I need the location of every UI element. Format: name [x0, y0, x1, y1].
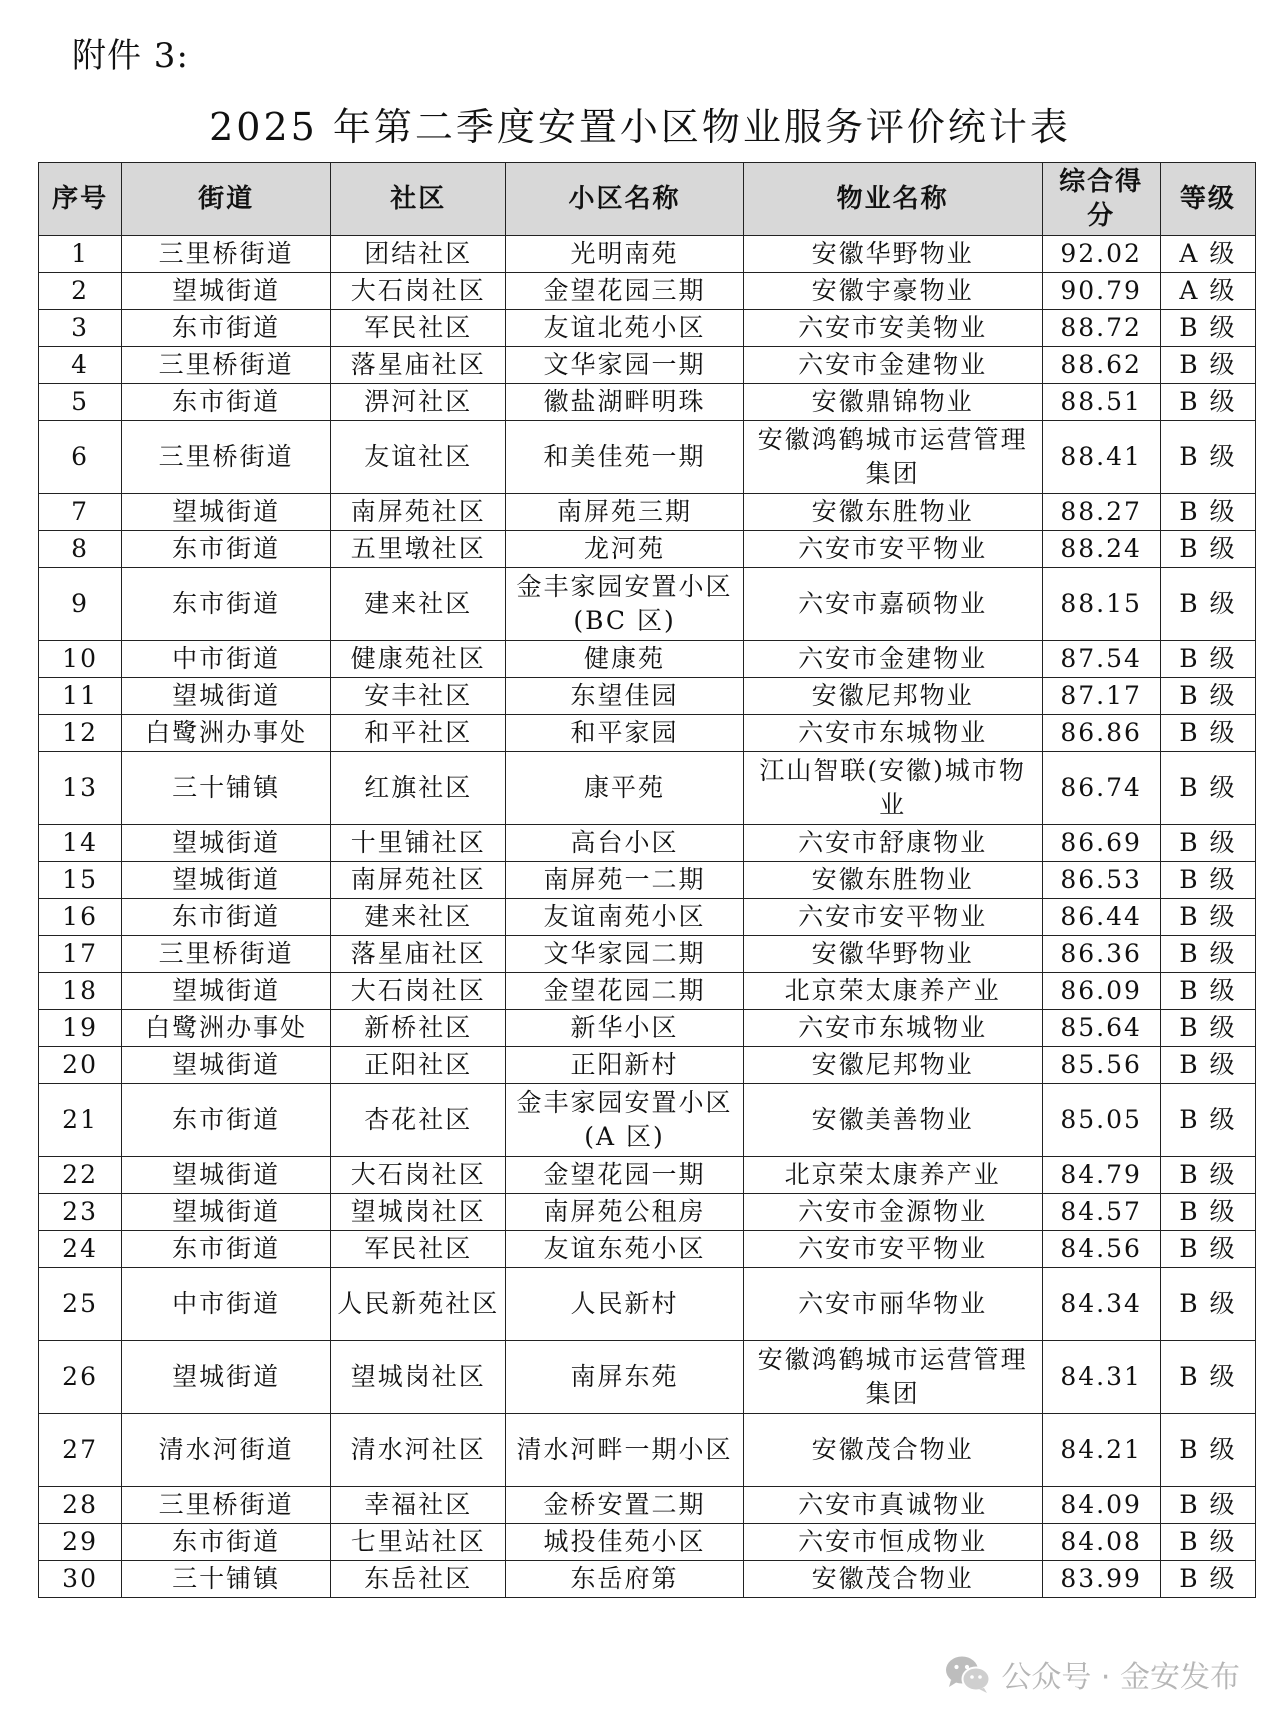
cell-street: 中市街道 [122, 1268, 331, 1341]
cell-score: 84.34 [1042, 1268, 1160, 1341]
cell-property: 六安市金建物业 [743, 641, 1042, 678]
table-row [39, 1194, 1256, 1231]
cell-score: 86.36 [1042, 936, 1160, 973]
cell-street: 东市街道 [122, 899, 331, 936]
cell-estate: 和平家园 [506, 715, 743, 752]
cell-estate: 友谊南苑小区 [506, 899, 743, 936]
cell-community: 南屏苑社区 [331, 862, 506, 899]
cell-property: 六安市真诚物业 [743, 1487, 1042, 1524]
cell-index: 26 [39, 1341, 122, 1414]
cell-street: 望城街道 [122, 825, 331, 862]
cell-community: 落星庙社区 [331, 347, 506, 384]
cell-property: 六安市安平物业 [743, 531, 1042, 568]
cell-community: 大石岗社区 [331, 273, 506, 310]
table-row [39, 384, 1256, 421]
cell-index: 20 [39, 1047, 122, 1084]
cell-index: 25 [39, 1268, 122, 1341]
cell-index: 28 [39, 1487, 122, 1524]
cell-score: 86.74 [1042, 752, 1160, 825]
cell-grade: B 级 [1160, 1561, 1255, 1598]
table-row [39, 1561, 1256, 1598]
cell-grade: A 级 [1160, 273, 1255, 310]
cell-grade: B 级 [1160, 641, 1255, 678]
cell-property: 安徽尼邦物业 [743, 678, 1042, 715]
cell-community: 东岳社区 [331, 1561, 506, 1598]
cell-grade: B 级 [1160, 310, 1255, 347]
cell-score: 90.79 [1042, 273, 1160, 310]
wechat-icon [945, 1654, 991, 1694]
cell-score: 86.53 [1042, 862, 1160, 899]
cell-community: 安丰社区 [331, 678, 506, 715]
cell-score: 86.69 [1042, 825, 1160, 862]
cell-grade: B 级 [1160, 1047, 1255, 1084]
cell-score: 84.09 [1042, 1487, 1160, 1524]
table-row [39, 936, 1256, 973]
cell-score: 88.41 [1042, 421, 1160, 494]
table-row [39, 862, 1256, 899]
cell-street: 中市街道 [122, 641, 331, 678]
attachment-label: 附件 3: [72, 36, 189, 76]
cell-index: 2 [39, 273, 122, 310]
cell-estate: 金丰家园安置小区(A 区) [506, 1084, 743, 1157]
cell-property: 安徽华野物业 [743, 236, 1042, 273]
cell-property: 安徽鸿鹤城市运营管理集团 [743, 421, 1042, 494]
cell-property: 安徽茂合物业 [743, 1561, 1042, 1598]
cell-index: 23 [39, 1194, 122, 1231]
cell-score: 86.86 [1042, 715, 1160, 752]
cell-street: 东市街道 [122, 531, 331, 568]
cell-property: 北京荣太康养产业 [743, 973, 1042, 1010]
cell-estate: 金望花园二期 [506, 973, 743, 1010]
cell-street: 东市街道 [122, 384, 331, 421]
cell-street: 东市街道 [122, 1084, 331, 1157]
watermark-text: 公众号 · 金安发布 [1001, 1660, 1240, 1695]
cell-score: 88.24 [1042, 531, 1160, 568]
cell-community: 淠河社区 [331, 384, 506, 421]
cell-property: 北京荣太康养产业 [743, 1157, 1042, 1194]
header-community: 社区 [331, 163, 506, 236]
cell-index: 3 [39, 310, 122, 347]
cell-grade: B 级 [1160, 1341, 1255, 1414]
cell-estate: 光明南苑 [506, 236, 743, 273]
cell-estate: 金望花园三期 [506, 273, 743, 310]
cell-estate: 正阳新村 [506, 1047, 743, 1084]
table-row [39, 568, 1256, 641]
table-row [39, 421, 1256, 494]
cell-property: 六安市安平物业 [743, 899, 1042, 936]
cell-index: 1 [39, 236, 122, 273]
cell-estate: 金丰家园安置小区(BC 区) [506, 568, 743, 641]
cell-score: 85.05 [1042, 1084, 1160, 1157]
cell-index: 19 [39, 1010, 122, 1047]
cell-estate: 金望花园一期 [506, 1157, 743, 1194]
cell-index: 10 [39, 641, 122, 678]
cell-community: 军民社区 [331, 1231, 506, 1268]
cell-community: 建来社区 [331, 568, 506, 641]
cell-street: 望城街道 [122, 973, 331, 1010]
cell-estate: 新华小区 [506, 1010, 743, 1047]
cell-community: 军民社区 [331, 310, 506, 347]
cell-street: 东市街道 [122, 310, 331, 347]
cell-street: 望城街道 [122, 1341, 331, 1414]
cell-street: 三里桥街道 [122, 936, 331, 973]
table-row [39, 825, 1256, 862]
cell-score: 88.27 [1042, 494, 1160, 531]
table-row [39, 715, 1256, 752]
cell-property: 安徽鼎锦物业 [743, 384, 1042, 421]
cell-street: 望城街道 [122, 273, 331, 310]
cell-community: 和平社区 [331, 715, 506, 752]
table-row [39, 531, 1256, 568]
cell-property: 六安市丽华物业 [743, 1268, 1042, 1341]
cell-index: 9 [39, 568, 122, 641]
cell-estate: 友谊北苑小区 [506, 310, 743, 347]
cell-grade: B 级 [1160, 531, 1255, 568]
cell-score: 92.02 [1042, 236, 1160, 273]
cell-score: 88.72 [1042, 310, 1160, 347]
cell-index: 17 [39, 936, 122, 973]
cell-community: 望城岗社区 [331, 1194, 506, 1231]
cell-index: 16 [39, 899, 122, 936]
cell-score: 88.51 [1042, 384, 1160, 421]
table-row [39, 310, 1256, 347]
header-property: 物业名称 [743, 163, 1042, 236]
cell-community: 杏花社区 [331, 1084, 506, 1157]
header-estate: 小区名称 [506, 163, 743, 236]
cell-estate: 和美佳苑一期 [506, 421, 743, 494]
cell-index: 5 [39, 384, 122, 421]
cell-index: 4 [39, 347, 122, 384]
cell-property: 安徽华野物业 [743, 936, 1042, 973]
cell-estate: 城投佳苑小区 [506, 1524, 743, 1561]
header-street: 街道 [122, 163, 331, 236]
cell-score: 86.09 [1042, 973, 1160, 1010]
cell-estate: 康平苑 [506, 752, 743, 825]
cell-street: 白鹭洲办事处 [122, 1010, 331, 1047]
table-row [39, 678, 1256, 715]
cell-estate: 清水河畔一期小区 [506, 1414, 743, 1487]
table-body [39, 236, 1256, 1598]
cell-community: 友谊社区 [331, 421, 506, 494]
cell-estate: 文华家园二期 [506, 936, 743, 973]
table-row [39, 494, 1256, 531]
cell-community: 新桥社区 [331, 1010, 506, 1047]
cell-street: 三十铺镇 [122, 752, 331, 825]
cell-estate: 友谊东苑小区 [506, 1231, 743, 1268]
cell-estate: 东岳府第 [506, 1561, 743, 1598]
cell-grade: B 级 [1160, 1084, 1255, 1157]
cell-property: 安徽鸿鹤城市运营管理集团 [743, 1341, 1042, 1414]
cell-estate: 南屏东苑 [506, 1341, 743, 1414]
cell-street: 望城街道 [122, 1194, 331, 1231]
cell-score: 88.15 [1042, 568, 1160, 641]
header-grade: 等级 [1160, 163, 1255, 236]
cell-index: 8 [39, 531, 122, 568]
cell-community: 七里站社区 [331, 1524, 506, 1561]
cell-index: 15 [39, 862, 122, 899]
cell-score: 84.57 [1042, 1194, 1160, 1231]
cell-grade: B 级 [1160, 1010, 1255, 1047]
cell-community: 正阳社区 [331, 1047, 506, 1084]
cell-score: 84.08 [1042, 1524, 1160, 1561]
cell-grade: B 级 [1160, 825, 1255, 862]
table-row [39, 1524, 1256, 1561]
cell-property: 安徽尼邦物业 [743, 1047, 1042, 1084]
table-row [39, 1084, 1256, 1157]
cell-estate: 南屏苑三期 [506, 494, 743, 531]
cell-street: 望城街道 [122, 862, 331, 899]
cell-property: 六安市安平物业 [743, 1231, 1042, 1268]
cell-grade: B 级 [1160, 1487, 1255, 1524]
cell-property: 六安市东城物业 [743, 1010, 1042, 1047]
table-row [39, 1414, 1256, 1487]
table-header-row [39, 163, 1256, 236]
cell-estate: 南屏苑一二期 [506, 862, 743, 899]
cell-grade: B 级 [1160, 347, 1255, 384]
cell-estate: 人民新村 [506, 1268, 743, 1341]
cell-grade: B 级 [1160, 568, 1255, 641]
cell-index: 29 [39, 1524, 122, 1561]
cell-community: 健康苑社区 [331, 641, 506, 678]
cell-property: 安徽东胜物业 [743, 494, 1042, 531]
cell-property: 安徽宇豪物业 [743, 273, 1042, 310]
cell-index: 27 [39, 1414, 122, 1487]
cell-community: 十里铺社区 [331, 825, 506, 862]
cell-grade: B 级 [1160, 1268, 1255, 1341]
table-row [39, 1341, 1256, 1414]
cell-grade: B 级 [1160, 1231, 1255, 1268]
cell-street: 望城街道 [122, 1047, 331, 1084]
cell-index: 22 [39, 1157, 122, 1194]
cell-community: 人民新苑社区 [331, 1268, 506, 1341]
cell-community: 大石岗社区 [331, 1157, 506, 1194]
cell-property: 六安市舒康物业 [743, 825, 1042, 862]
cell-estate: 金桥安置二期 [506, 1487, 743, 1524]
cell-community: 建来社区 [331, 899, 506, 936]
cell-street: 三十铺镇 [122, 1561, 331, 1598]
table-row [39, 973, 1256, 1010]
header-score: 综合得分 [1042, 163, 1160, 236]
cell-estate: 文华家园一期 [506, 347, 743, 384]
cell-community: 五里墩社区 [331, 531, 506, 568]
cell-score: 88.62 [1042, 347, 1160, 384]
cell-community: 清水河社区 [331, 1414, 506, 1487]
table-row [39, 1231, 1256, 1268]
cell-index: 6 [39, 421, 122, 494]
cell-index: 30 [39, 1561, 122, 1598]
table-row [39, 1047, 1256, 1084]
cell-index: 21 [39, 1084, 122, 1157]
cell-index: 12 [39, 715, 122, 752]
cell-property: 六安市恒成物业 [743, 1524, 1042, 1561]
cell-property: 六安市安美物业 [743, 310, 1042, 347]
cell-property: 安徽东胜物业 [743, 862, 1042, 899]
cell-grade: B 级 [1160, 678, 1255, 715]
cell-index: 24 [39, 1231, 122, 1268]
watermark [945, 1648, 1240, 1700]
cell-score: 85.64 [1042, 1010, 1160, 1047]
cell-property: 江山智联(安徽)城市物业 [743, 752, 1042, 825]
cell-community: 红旗社区 [331, 752, 506, 825]
cell-index: 18 [39, 973, 122, 1010]
cell-street: 东市街道 [122, 1524, 331, 1561]
cell-street: 东市街道 [122, 1231, 331, 1268]
table-row [39, 752, 1256, 825]
cell-estate: 徽盐湖畔明珠 [506, 384, 743, 421]
cell-street: 望城街道 [122, 678, 331, 715]
cell-street: 三里桥街道 [122, 421, 331, 494]
cell-index: 7 [39, 494, 122, 531]
cell-community: 望城岗社区 [331, 1341, 506, 1414]
cell-property: 安徽美善物业 [743, 1084, 1042, 1157]
cell-street: 望城街道 [122, 1157, 331, 1194]
cell-score: 85.56 [1042, 1047, 1160, 1084]
cell-street: 三里桥街道 [122, 347, 331, 384]
cell-street: 白鹭洲办事处 [122, 715, 331, 752]
cell-estate: 东望佳园 [506, 678, 743, 715]
table-row [39, 641, 1256, 678]
cell-index: 13 [39, 752, 122, 825]
cell-score: 87.54 [1042, 641, 1160, 678]
table-row [39, 1010, 1256, 1047]
cell-grade: B 级 [1160, 752, 1255, 825]
cell-grade: B 级 [1160, 899, 1255, 936]
cell-street: 望城街道 [122, 494, 331, 531]
cell-street: 东市街道 [122, 568, 331, 641]
cell-index: 14 [39, 825, 122, 862]
cell-community: 大石岗社区 [331, 973, 506, 1010]
cell-grade: B 级 [1160, 384, 1255, 421]
table-row [39, 273, 1256, 310]
table-row [39, 1268, 1256, 1341]
cell-community: 幸福社区 [331, 1487, 506, 1524]
table-row [39, 347, 1256, 384]
cell-score: 84.21 [1042, 1414, 1160, 1487]
cell-community: 南屏苑社区 [331, 494, 506, 531]
cell-grade: B 级 [1160, 1414, 1255, 1487]
cell-grade: B 级 [1160, 1194, 1255, 1231]
cell-property: 六安市金源物业 [743, 1194, 1042, 1231]
cell-grade: B 级 [1160, 715, 1255, 752]
cell-estate: 健康苑 [506, 641, 743, 678]
table-row [39, 1157, 1256, 1194]
cell-property: 六安市东城物业 [743, 715, 1042, 752]
cell-property: 安徽茂合物业 [743, 1414, 1042, 1487]
cell-street: 清水河街道 [122, 1414, 331, 1487]
cell-index: 11 [39, 678, 122, 715]
cell-score: 83.99 [1042, 1561, 1160, 1598]
cell-property: 六安市嘉硕物业 [743, 568, 1042, 641]
cell-grade: B 级 [1160, 973, 1255, 1010]
cell-estate: 龙河苑 [506, 531, 743, 568]
cell-estate: 高台小区 [506, 825, 743, 862]
cell-score: 87.17 [1042, 678, 1160, 715]
cell-grade: B 级 [1160, 1157, 1255, 1194]
cell-estate: 南屏苑公租房 [506, 1194, 743, 1231]
cell-grade: B 级 [1160, 862, 1255, 899]
cell-community: 落星庙社区 [331, 936, 506, 973]
cell-grade: A 级 [1160, 236, 1255, 273]
cell-grade: B 级 [1160, 936, 1255, 973]
table-row [39, 1487, 1256, 1524]
cell-score: 84.56 [1042, 1231, 1160, 1268]
cell-score: 84.79 [1042, 1157, 1160, 1194]
evaluation-table [38, 162, 1256, 1598]
table-row [39, 899, 1256, 936]
cell-grade: B 级 [1160, 494, 1255, 531]
cell-street: 三里桥街道 [122, 236, 331, 273]
header-index: 序号 [39, 163, 122, 236]
cell-grade: B 级 [1160, 421, 1255, 494]
page-title: 2025 年第二季度安置小区物业服务评价统计表 [209, 105, 1071, 149]
cell-score: 84.31 [1042, 1341, 1160, 1414]
cell-score: 86.44 [1042, 899, 1160, 936]
cell-grade: B 级 [1160, 1524, 1255, 1561]
cell-property: 六安市金建物业 [743, 347, 1042, 384]
cell-street: 三里桥街道 [122, 1487, 331, 1524]
table-row [39, 236, 1256, 273]
cell-community: 团结社区 [331, 236, 506, 273]
